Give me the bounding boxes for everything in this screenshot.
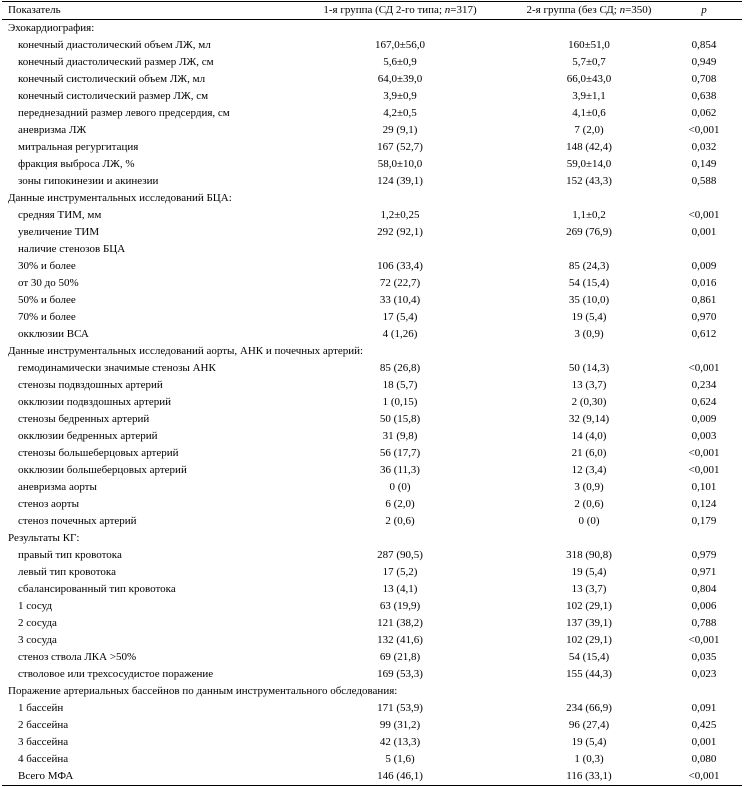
group1-value: 33 (10,4): [379, 294, 421, 306]
group1-value: 167,0±56,0: [374, 39, 426, 51]
p-value: 0,023: [691, 668, 717, 680]
group2-value: 59,0±14,0: [566, 158, 612, 170]
group2-value: 102 (29,1): [566, 600, 612, 612]
group1-value: 2 (0,6): [385, 515, 415, 527]
p-value: <0,001: [688, 124, 720, 136]
table-row: [2, 717, 742, 734]
row-label: стенозы большеберцовых артерий: [18, 447, 179, 459]
table-row: [2, 258, 742, 275]
p-value: 0,062: [691, 107, 717, 119]
section-title: Данные инструментальных исследований БЦА:: [8, 192, 232, 204]
group2-value: 96 (27,4): [568, 719, 610, 731]
row-label: окклюзии бедренных артерий: [18, 430, 158, 442]
row-label: 4 бассейна: [18, 753, 69, 765]
row-label: 30% и более: [18, 260, 76, 272]
p-value: 0,149: [691, 158, 717, 170]
p-value: 0,971: [691, 566, 717, 578]
header-row: [2, 2, 742, 20]
header-group2-n: n: [619, 4, 626, 16]
row-label: стволовое или трехсосудистое поражение: [18, 668, 214, 680]
table-row: [2, 666, 742, 683]
table-row: [2, 445, 742, 462]
row-label: гемодинамически значимые стенозы АНК: [18, 362, 216, 374]
section-title: Данные инструментальных исследований аорты, АНК и почечных артерий:: [8, 345, 364, 357]
group1-value: 169 (53,3): [377, 668, 423, 680]
row-label: окклюзии подвздошных артерий: [18, 396, 172, 408]
table-row: [2, 292, 742, 309]
table-row: [2, 496, 742, 513]
group2-value: 102 (29,1): [566, 634, 612, 646]
group2-value: 3 (0,9): [574, 328, 604, 340]
group2-value: 1 (0,3): [574, 753, 604, 765]
group1-value: 132 (41,6): [377, 634, 423, 646]
group2-value: 0 (0): [578, 515, 600, 527]
header-indicator: Показатель: [2, 2, 288, 20]
row-label: стеноз аорты: [18, 498, 79, 510]
group1-value: 50 (15,8): [379, 413, 421, 425]
group1-value: 0 (0): [389, 481, 411, 493]
section-row: [2, 343, 742, 360]
p-value: <0,001: [688, 209, 720, 221]
group2-value: 155 (44,3): [566, 668, 612, 680]
row-label: окклюзии ВСА: [18, 328, 89, 340]
group2-value: 318 (90,8): [566, 549, 612, 561]
group2-value: 269 (76,9): [566, 226, 612, 238]
group2-value: 234 (66,9): [566, 702, 612, 714]
row-label: митральная регургитация: [18, 141, 139, 153]
header-group1-text: 1-я группа (СД 2-го типа;: [323, 4, 445, 16]
group1-value: 72 (22,7): [379, 277, 421, 289]
table-row: [2, 751, 742, 768]
p-value: 0,861: [691, 294, 717, 306]
group2-value: 54 (15,4): [568, 277, 610, 289]
group1-value: 29 (9,1): [382, 124, 418, 136]
p-value: 0,425: [691, 719, 717, 731]
table-row: [2, 734, 742, 751]
group2-value: 19 (5,4): [571, 566, 607, 578]
row-label: аневризма аорты: [18, 481, 97, 493]
table-row: [2, 173, 742, 190]
group2-value: 21 (6,0): [571, 447, 607, 459]
p-value: 0,638: [691, 90, 717, 102]
table-row: [2, 207, 742, 224]
section-title: Эхокардиография:: [8, 22, 95, 34]
group2-value: 5,7±0,7: [572, 56, 606, 68]
group2-value: 13 (3,7): [571, 583, 607, 595]
p-value: 0,003: [691, 430, 717, 442]
group2-value: 32 (9,14): [568, 413, 610, 425]
header-p-value: p: [666, 2, 742, 20]
group2-value: 152 (43,3): [566, 175, 612, 187]
group1-value: 124 (39,1): [377, 175, 423, 187]
row-label: от 30 до 50%: [18, 277, 79, 289]
table-row: [2, 700, 742, 717]
group1-value: 42 (13,3): [379, 736, 421, 748]
p-value: 0,788: [691, 617, 717, 629]
group1-value: 69 (21,8): [379, 651, 421, 663]
group1-value: 99 (31,2): [379, 719, 421, 731]
table-row: [2, 394, 742, 411]
p-value: 0,949: [691, 56, 717, 68]
group2-value: 50 (14,3): [568, 362, 610, 374]
group1-value: 4,2±0,5: [383, 107, 417, 119]
table-row: [2, 768, 742, 786]
group1-value: 4 (1,26): [382, 328, 418, 340]
p-value: 0,009: [691, 260, 717, 272]
row-label: зоны гипокинезии и акинезии: [18, 175, 159, 187]
table-row: [2, 88, 742, 105]
section-row: [2, 20, 742, 38]
table-row: [2, 241, 742, 258]
p-value: 0,179: [691, 515, 717, 527]
row-label: 1 сосуд: [18, 600, 53, 612]
group2-value: 160±51,0: [568, 39, 610, 51]
group1-value: 121 (38,2): [377, 617, 423, 629]
group2-value: 7 (2,0): [574, 124, 604, 136]
header-group2-count: =350): [625, 4, 652, 16]
p-value: 0,979: [691, 549, 717, 561]
table-row: [2, 649, 742, 666]
row-label: 3 сосуда: [18, 634, 57, 646]
row-label: конечный систолический размер ЛЖ, см: [18, 90, 209, 102]
p-value: <0,001: [688, 447, 720, 459]
table-row: [2, 37, 742, 54]
group2-value: 14 (4,0): [571, 430, 607, 442]
group2-value: 2 (0,6): [574, 498, 604, 510]
table-row: [2, 598, 742, 615]
section-title: Результаты КГ:: [8, 532, 80, 544]
group2-value: [512, 241, 666, 258]
group2-value: 19 (5,4): [571, 311, 607, 323]
p-value: [666, 241, 742, 258]
group1-value: 64,0±39,0: [377, 73, 423, 85]
group2-value: 35 (10,0): [568, 294, 610, 306]
group1-value: 6 (2,0): [385, 498, 415, 510]
group1-value: 106 (33,4): [377, 260, 423, 272]
table-row: [2, 326, 742, 343]
p-value: 0,234: [691, 379, 717, 391]
group2-value: 54 (15,4): [568, 651, 610, 663]
group2-value: 148 (42,4): [566, 141, 612, 153]
table-row: [2, 224, 742, 241]
p-value: 0,035: [691, 651, 717, 663]
group1-value: 167 (52,7): [377, 141, 423, 153]
group1-value: 17 (5,2): [382, 566, 418, 578]
p-value: 0,001: [691, 736, 717, 748]
p-value: 0,091: [691, 702, 717, 714]
p-value: <0,001: [688, 464, 720, 476]
table-header: [2, 2, 742, 20]
p-value: 0,080: [691, 753, 717, 765]
row-label: 3 бассейна: [18, 736, 69, 748]
table-row: [2, 564, 742, 581]
row-label: средняя ТИМ, мм: [18, 209, 102, 221]
p-value: 0,624: [691, 396, 717, 408]
p-value: 0,006: [691, 600, 717, 612]
row-label: конечный диастолический размер ЛЖ, см: [18, 56, 214, 68]
group1-value: 31 (9,8): [382, 430, 418, 442]
group2-value: 19 (5,4): [571, 736, 607, 748]
group1-value: 5 (1,6): [385, 753, 415, 765]
p-value: 0,101: [691, 481, 717, 493]
group1-value: [288, 241, 512, 258]
group2-value: 3,9±1,1: [572, 90, 606, 102]
header-group2: [512, 2, 666, 20]
table-row: [2, 360, 742, 377]
group2-value: 3 (0,9): [574, 481, 604, 493]
group1-value: 1,2±0,25: [380, 209, 420, 221]
row-label: окклюзии большеберцовых артерий: [18, 464, 187, 476]
table-row: [2, 54, 742, 71]
p-value: 0,001: [691, 226, 717, 238]
p-value: 0,016: [691, 277, 717, 289]
section-row: [2, 683, 742, 700]
table-row: [2, 428, 742, 445]
p-value: <0,001: [688, 362, 720, 374]
table-row: [2, 462, 742, 479]
row-label: левый тип кровотока: [18, 566, 116, 578]
p-value: 0,804: [691, 583, 717, 595]
group2-value: 4,1±0,6: [572, 107, 606, 119]
header-group1-count: =317): [450, 4, 477, 16]
table-row: [2, 513, 742, 530]
group1-value: 13 (4,1): [382, 583, 418, 595]
group2-value: 13 (3,7): [571, 379, 607, 391]
header-group1-n: n: [444, 4, 451, 16]
p-value: 0,612: [691, 328, 717, 340]
group2-value: 85 (24,3): [568, 260, 610, 272]
table-row: [2, 581, 742, 598]
group1-value: 17 (5,4): [382, 311, 418, 323]
p-value: 0,588: [691, 175, 717, 187]
table-row: [2, 139, 742, 156]
data-table: [2, 1, 742, 786]
table-body: [2, 20, 742, 786]
row-label: стеноз ствола ЛКА >50%: [18, 651, 137, 663]
table-row: [2, 275, 742, 292]
table-row: [2, 71, 742, 88]
group1-value: 146 (46,1): [288, 768, 512, 786]
row-label: увеличение ТИМ: [18, 226, 100, 238]
group1-value: 36 (11,3): [380, 464, 420, 476]
row-label: сбалансированный тип кровотока: [18, 583, 176, 595]
group1-value: 1 (0,15): [382, 396, 418, 408]
row-label: 70% и более: [18, 311, 76, 323]
table-row: [2, 411, 742, 428]
group1-value: 56 (17,7): [379, 447, 421, 459]
p-value: 0,970: [691, 311, 717, 323]
row-label: фракция выброса ЛЖ, %: [18, 158, 135, 170]
row-label: аневризма ЛЖ: [18, 124, 87, 136]
row-label: переднезадний размер левого предсердия, см: [18, 107, 230, 119]
row-label: 50% и более: [18, 294, 76, 306]
group1-value: 5,6±0,9: [383, 56, 417, 68]
header-group2-text: 2-я группа (без СД;: [526, 4, 620, 16]
group1-value: 3,9±0,9: [383, 90, 417, 102]
row-label: наличие стенозов БЦА: [18, 243, 126, 255]
p-value: <0,001: [666, 768, 742, 786]
section-title: Поражение артериальных бассейнов по данным инструментального обследования:: [8, 685, 398, 697]
row-label: конечный диастолический объем ЛЖ, мл: [18, 39, 211, 51]
group2-value: 66,0±43,0: [566, 73, 612, 85]
table-row: [2, 122, 742, 139]
group2-value: 137 (39,1): [566, 617, 612, 629]
section-row: [2, 530, 742, 547]
row-label: Всего МФА: [2, 768, 288, 786]
table-row: [2, 156, 742, 173]
row-label: стеноз почечных артерий: [18, 515, 137, 527]
p-value: 0,032: [691, 141, 717, 153]
p-value: 0,708: [691, 73, 717, 85]
row-label: 1 бассейн: [18, 702, 64, 714]
table-row: [2, 105, 742, 122]
group2-value: 12 (3,4): [571, 464, 607, 476]
group2-value: 2 (0,30): [571, 396, 607, 408]
table-row: [2, 309, 742, 326]
row-label: стенозы подвздошных артерий: [18, 379, 163, 391]
p-value: <0,001: [688, 634, 720, 646]
p-value: 0,124: [691, 498, 717, 510]
group2-value: 1,1±0,2: [572, 209, 606, 221]
table-row: [2, 615, 742, 632]
row-label: 2 сосуда: [18, 617, 57, 629]
group1-value: 292 (92,1): [377, 226, 423, 238]
table-row: [2, 632, 742, 649]
row-label: 2 бассейна: [18, 719, 69, 731]
header-group1: [288, 2, 512, 20]
group1-value: 287 (90,5): [377, 549, 423, 561]
p-value: 0,009: [691, 413, 717, 425]
table-row: [2, 377, 742, 394]
group1-value: 58,0±10,0: [377, 158, 423, 170]
group1-value: 18 (5,7): [382, 379, 418, 391]
section-row: [2, 190, 742, 207]
table-row: [2, 547, 742, 564]
table-row: [2, 479, 742, 496]
group2-value: 116 (33,1): [512, 768, 666, 786]
row-label: правый тип кровотока: [18, 549, 122, 561]
p-value: 0,854: [691, 39, 717, 51]
group1-value: 171 (53,9): [377, 702, 423, 714]
row-label: конечный систолический объем ЛЖ, мл: [18, 73, 206, 85]
group1-value: 63 (19,9): [379, 600, 421, 612]
row-label: стенозы бедренных артерий: [18, 413, 150, 425]
group1-value: 85 (26,8): [379, 362, 421, 374]
